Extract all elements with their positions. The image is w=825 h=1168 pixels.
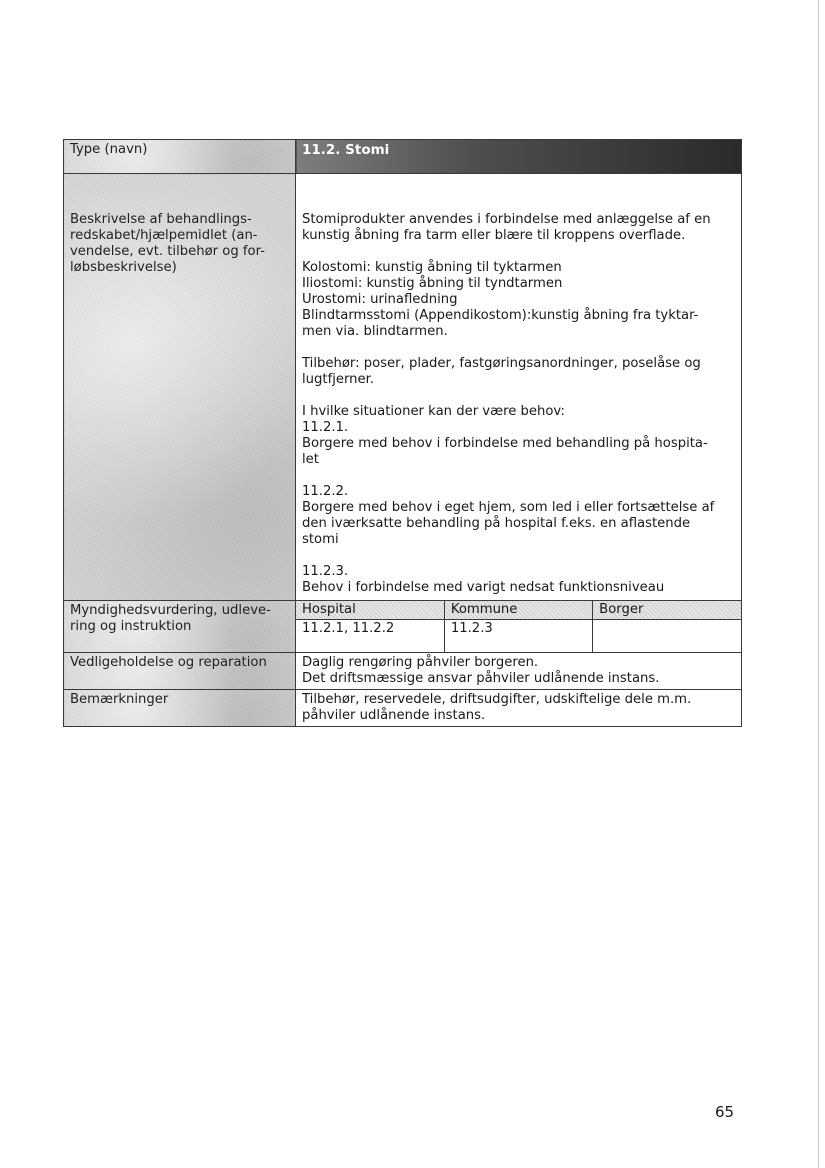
situation-2-paragraph [302,484,735,548]
title-cell [296,140,742,174]
text-line: Stomiprodukter anvendes i forbindelse med anlæggelse af en [302,212,711,227]
authority-label-line: ring og instruktion [70,619,192,634]
product-title: 11.2. Stomi [302,142,390,158]
value-borger [593,620,741,653]
text-line: 11.2.1. [302,420,349,435]
text-line: Borgere med behov i forbindelse med behandling på hospita- [302,436,708,451]
text-line: lugtfjerner. [302,372,375,387]
header-borger: Borger [593,601,741,620]
text-line: Tilbehør: poser, plader, fastgøringsanordninger, poselåse og [302,356,701,371]
text-line: 11.2.3. [302,564,349,579]
description-row [64,174,742,601]
remarks-cell [296,690,742,727]
maintenance-row [64,653,742,690]
text-line: Blindtarmsstomi (Appendikostom):kunstig åbning fra tyktar- [302,308,699,323]
text-line: påhviler udlånende instans. [302,708,486,723]
remarks-label: Bemærkninger [70,692,169,707]
text-line: Kolostomi: kunstig åbning til tyktarmen [302,260,562,275]
description-label-cell [64,174,296,601]
text-line: Borgere med behov i eget hjem, som led i eller fortsættelse af [302,500,715,515]
type-label: Type (navn) [70,142,148,157]
description-label-line: Beskrivelse af behandlings- [70,212,252,227]
authority-label-cell [64,601,296,653]
description-label-line: løbsbeskrivelse) [70,260,177,275]
text-line: Tilbehør, reservedele, driftsudgifter, udskiftelige dele m.m. [302,692,692,707]
authority-header-row [296,601,741,620]
authority-cell [296,601,742,653]
description-label-line: redskabet/hjælpemidlet (an- [70,228,258,243]
text-line: kunstig åbning fra tarm eller blære til kroppens overflade. [302,228,686,243]
text-line: den iværksatte behandling på hospital f.eks. en aflastende [302,516,691,531]
type-row [64,140,742,174]
description-label-line: vendelse, evt. tilbehør og for- [70,244,265,259]
text-line: Iliostomi: kunstig åbning til tyndtarmen [302,276,563,291]
page-number: 65 [715,1103,735,1121]
authority-values-row [296,620,741,653]
value-kommune: 11.2.3 [444,620,592,653]
maintenance-label-cell [64,653,296,690]
maintenance-cell [296,653,742,690]
type-label-cell [64,140,296,174]
text-line: I hvilke situationer kan der være behov: [302,404,565,419]
text-line: Behov i forbindelse med varigt nedsat funktionsniveau [302,580,665,595]
text-line: men via. blindtarmen. [302,324,448,339]
description-cell [296,174,742,601]
text-line: 11.2.2. [302,484,349,499]
text-line: let [302,452,319,467]
authority-row [64,601,742,653]
accessories-paragraph [302,356,735,388]
text-line: Det driftsmæssige ansvar påhviler udlånende instans. [302,671,660,686]
stomi-types-paragraph [302,260,735,340]
remarks-label-cell [64,690,296,727]
page-edge-line [818,0,819,1168]
text-line: Urostomi: urinafledning [302,292,458,307]
description-paragraph [302,212,735,244]
header-hospital: Hospital [296,601,444,620]
value-hospital: 11.2.1, 11.2.2 [302,621,395,636]
authority-subtable [296,601,741,652]
maintenance-label: Vedligeholdelse og reparation [70,655,267,670]
remarks-row [64,690,742,727]
authority-label-line: Myndighedsvurdering, udleve- [70,603,271,618]
header-kommune: Kommune [444,601,592,620]
text-line: stomi [302,532,339,547]
product-table [63,139,742,727]
situations-paragraph [302,404,735,468]
situation-3-paragraph [302,564,735,596]
text-line: Daglig rengøring påhviler borgeren. [302,655,539,670]
